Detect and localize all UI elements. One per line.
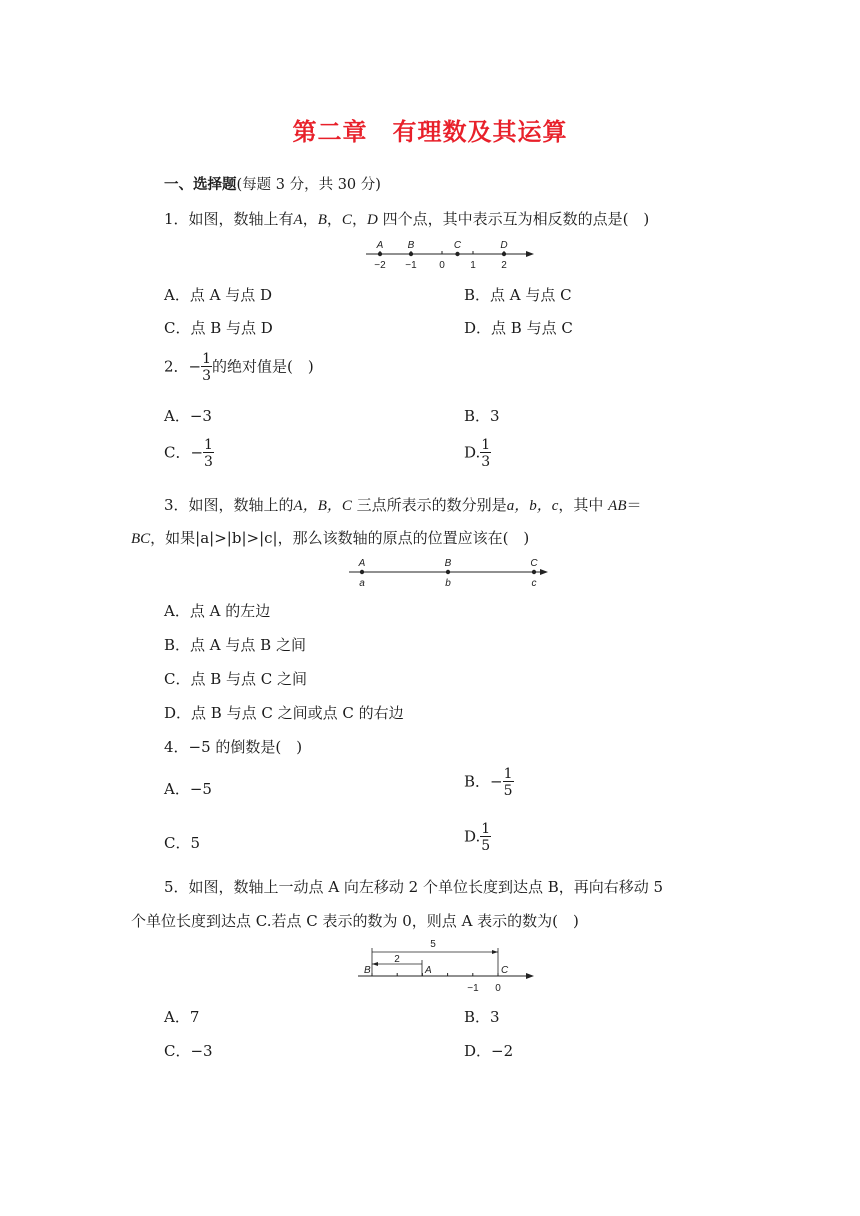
q1-text-end: 四个点，其中表示互为相反数的点是( ) (382, 210, 650, 228)
q3-value-label-a: a (359, 578, 365, 589)
section-heading (164, 173, 381, 194)
q1-option-c[interactable]: C．点 B 与点 D (164, 319, 273, 337)
q5-axis-arrow (526, 973, 534, 979)
q5-label-5: 5 (430, 939, 436, 950)
q1-tick-label-3: 1 (470, 260, 476, 271)
q3-points-inline: A，B，C (293, 498, 352, 514)
q1-point-D (502, 252, 506, 256)
section-label: 一、选择题 (164, 177, 237, 193)
page-title: 第二章 有理数及其运算 (292, 118, 568, 146)
q4-option-b-fraction (503, 767, 514, 798)
q3-point-label-A: A (358, 558, 366, 569)
q3-bc: BC (131, 531, 151, 547)
q5-point-a-label: A (425, 965, 432, 976)
q1-option-b[interactable]: B．点 A 与点 C (464, 286, 572, 304)
q3-value-label-b: b (445, 578, 451, 589)
q3-axis-arrow (540, 569, 548, 575)
question-5-line-2: 个单位长度到达点 C.若点 C 表示的数为 0，则点 A 表示的数为( ) (131, 912, 579, 930)
q5-label-2: 2 (394, 954, 400, 965)
q2-option-c-prefix: C．− (164, 443, 204, 462)
q5-tick-label-neg1: −1 (467, 983, 479, 994)
question-3-line-1 (164, 494, 642, 515)
q4-option-a[interactable]: A．−5 (164, 780, 212, 798)
q2-frac-denominator: 3 (202, 368, 212, 384)
q1-point-A (378, 252, 382, 256)
q3-value-label-c: c (531, 578, 537, 589)
q2-option-d-numerator: 1 (481, 437, 491, 453)
q1-point-label-A: A (376, 240, 384, 251)
q5-option-a[interactable]: A．7 (164, 1008, 200, 1026)
q3-point-label-C: C (530, 558, 538, 569)
question-3-line-2 (131, 527, 529, 548)
q4-option-b-denominator: 5 (503, 783, 513, 799)
q2-option-c-denominator: 3 (204, 454, 213, 470)
q1-axis-arrow (526, 251, 534, 257)
q3-ab: AB (608, 498, 627, 514)
q3-option-c[interactable]: C．点 B 与点 C 之间 (164, 670, 308, 688)
q3-line1-c: ，其中 (558, 496, 604, 514)
q5-option-b[interactable]: B．3 (464, 1008, 500, 1026)
question-2-text (164, 352, 314, 383)
q3-line1-b: 三点所表示的数分别是 (356, 496, 507, 514)
q3-eq: ＝ (626, 496, 642, 514)
q5-option-c[interactable]: C．−3 (164, 1042, 213, 1060)
q1-tick-label-4: 2 (501, 260, 507, 271)
q3-number-line-figure (345, 552, 555, 592)
q4-option-d-prefix: D. (464, 827, 481, 846)
q3-vars-inline: a，b，c (506, 498, 559, 514)
q2-option-d-prefix: D. (464, 443, 481, 462)
q5-option-d[interactable]: D．−2 (464, 1042, 514, 1060)
q1-number-line-figure (360, 234, 540, 274)
q5-number-line-figure (355, 936, 540, 996)
q1-option-d[interactable]: D．点 B 与点 C (464, 319, 573, 337)
q4-option-d[interactable] (464, 822, 491, 853)
q3-point-B (446, 570, 450, 574)
q2-fraction (201, 352, 212, 383)
q5-point-c-label: C (501, 965, 509, 976)
q4-option-b-prefix: B．− (464, 772, 503, 791)
q2-option-d-fraction (480, 438, 491, 469)
q2-option-c-fraction (203, 438, 214, 469)
q1-tick-label-1: −1 (405, 260, 417, 271)
q1-point-B (409, 252, 413, 256)
q1-tick-label-2: 0 (439, 260, 445, 271)
q3-point-label-B: B (444, 558, 452, 569)
q2-option-d-denominator: 3 (481, 454, 491, 470)
q5-total-arrowhead (492, 950, 498, 954)
section-note: (每题 3 分，共 30 分) (236, 177, 381, 193)
q4-option-b[interactable] (464, 767, 514, 798)
q1-text-start: 1．如图，数轴上有 (164, 210, 294, 228)
q2-option-b[interactable]: B．3 (464, 407, 500, 425)
q3-option-d[interactable]: D．点 B 与点 C 之间或点 C 的右边 (164, 704, 404, 722)
q3-point-A (360, 570, 364, 574)
q2-prefix: 2．− (164, 357, 202, 376)
q2-option-c[interactable] (164, 438, 214, 469)
q1-point-label-C: C (453, 240, 462, 251)
q2-suffix: 的绝对值是( ) (212, 357, 314, 376)
q2-option-c-numerator: 1 (204, 437, 213, 453)
q1-option-a[interactable]: A．点 A 与点 D (164, 286, 272, 304)
q1-point-C (455, 252, 459, 256)
q2-option-d[interactable] (464, 438, 491, 469)
question-5-line-1: 5．如图，数轴上一动点 A 向左移动 2 个单位长度到达点 B，再向右移动 5 (164, 878, 664, 896)
q5-point-b-label: B (364, 965, 371, 976)
q2-option-a[interactable]: A．−3 (164, 407, 212, 425)
q3-line1-a: 3．如图，数轴上的 (164, 496, 294, 514)
question-4-text: 4．−5 的倒数是( ) (164, 738, 303, 756)
q3-line2: ，如果|a|>|b|>|c|，那么该数轴的原点的位置应该在( ) (150, 529, 530, 547)
question-1-text: 1．如图，数轴上有A，B，C，D 四个点，其中表示互为相反数的点是( ) (164, 210, 650, 228)
q3-option-b[interactable]: B．点 A 与点 B 之间 (164, 636, 306, 654)
q3-point-C (532, 570, 536, 574)
q2-frac-numerator: 1 (202, 351, 212, 367)
q4-option-d-fraction (480, 822, 491, 853)
q1-point-label-D: D (500, 240, 508, 251)
q4-option-b-numerator: 1 (503, 766, 513, 782)
q1-point-label-B: B (407, 240, 415, 251)
q4-option-c[interactable]: C．5 (164, 834, 201, 852)
q1-tick-label-0: −2 (374, 260, 386, 271)
q3-option-a[interactable]: A．点 A 的左边 (164, 602, 271, 620)
q5-left-arrowhead (372, 962, 378, 966)
q5-tick-label-0: 0 (495, 983, 501, 994)
q4-option-d-denominator: 5 (481, 838, 491, 854)
q4-option-d-numerator: 1 (481, 821, 491, 837)
